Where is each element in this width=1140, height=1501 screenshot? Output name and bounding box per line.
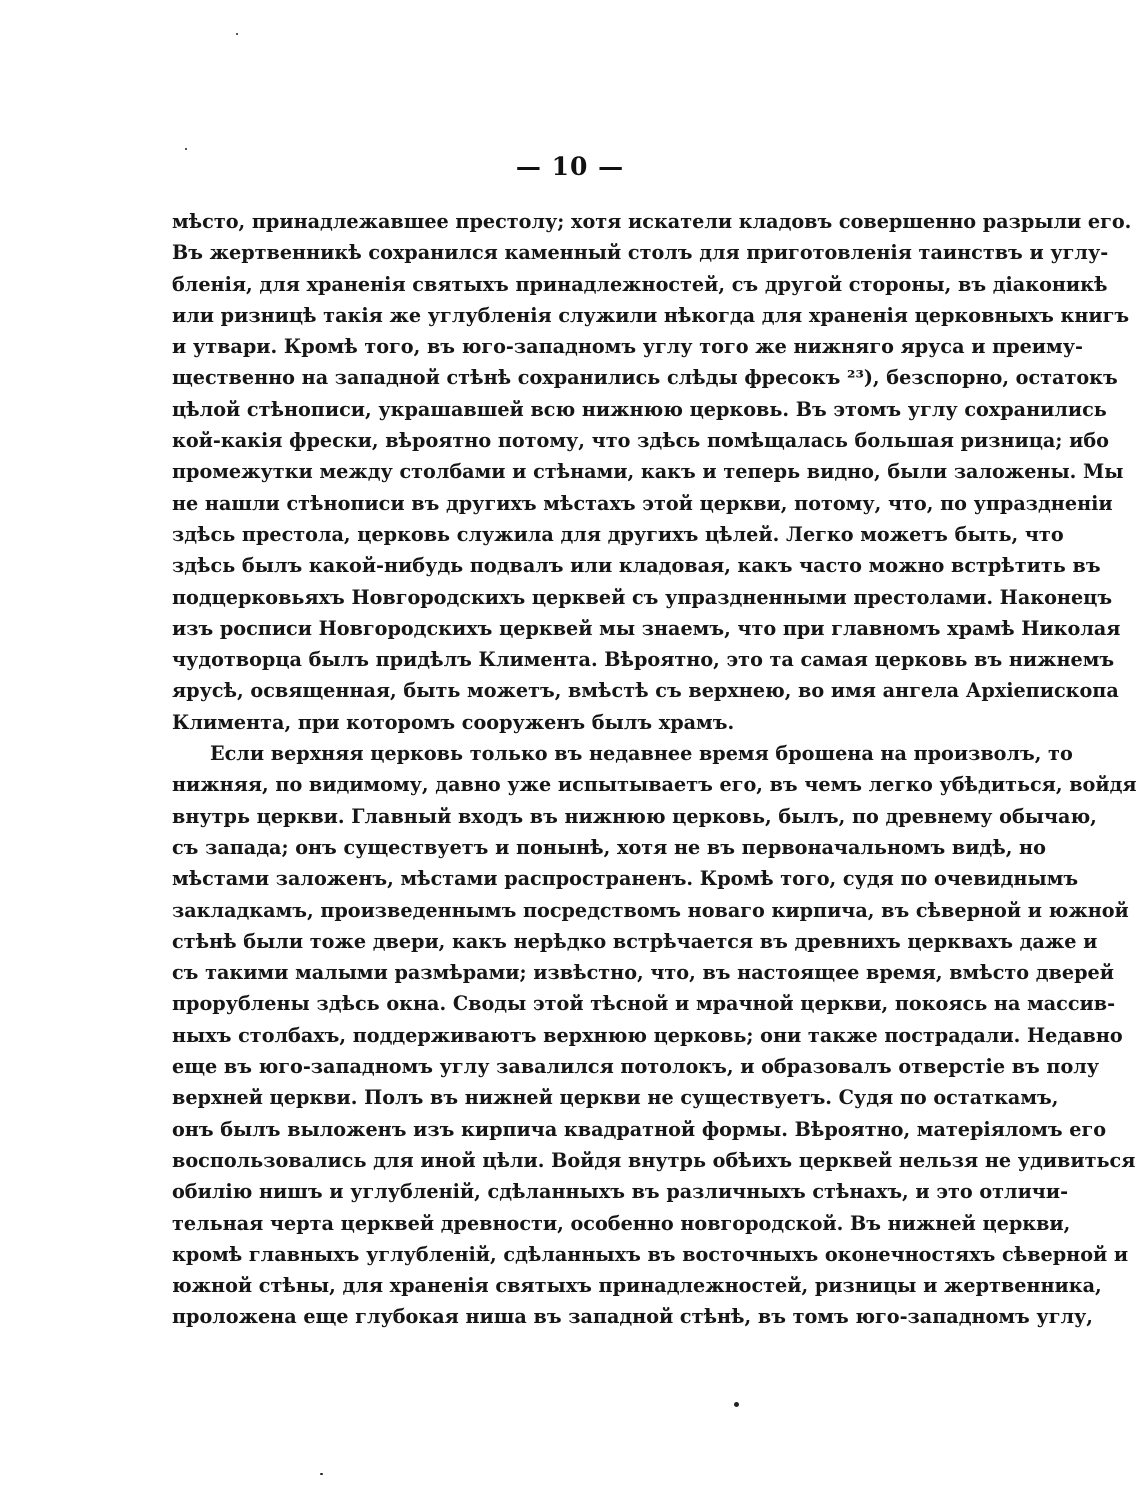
text-line: ныхъ столбахъ, поддерживаютъ верхнюю церковь; они также пострадали. Недавно bbox=[172, 1023, 1123, 1047]
text-line: верхней церкви. Полъ въ нижней церкви не существуетъ. Судя по остаткамъ, bbox=[172, 1086, 1059, 1110]
text-line: изъ росписи Новгородскихъ церквей мы знаемъ, что при главномъ храмѣ Николая bbox=[172, 616, 1121, 640]
text-line: и утвари. Кромѣ того, въ юго-западномъ углу того же нижняго яруса и преиму- bbox=[172, 335, 1083, 359]
text-line: чудотворца былъ придѣлъ Климента. Вѣроятно, это та самая церковь въ нижнемъ bbox=[172, 648, 1115, 672]
text-line: съ такими малыми размѣрами; извѣстно, что, въ настоящее время, вмѣсто дверей bbox=[172, 961, 1114, 985]
text-line: Если верхняя церковь только въ недавнее время брошена на произволъ, то bbox=[210, 742, 1073, 766]
text-line: промежутки между столбами и стѣнами, какъ и теперь видно, были заложены. Мы bbox=[172, 460, 1124, 484]
text-line: нижняя, по видимому, давно уже испытываетъ его, въ чемъ легко убѣдиться, войдя bbox=[172, 773, 1137, 797]
text-line: тельная черта церквей древности, особенно новгородской. Въ нижней церкви, bbox=[172, 1211, 1071, 1235]
text-line: прорублены здѣсь окна. Своды этой тѣсной и мрачной церкви, покоясь на массив- bbox=[172, 992, 1116, 1016]
text-line: съ запада; онъ существуетъ и понынѣ, хотя не въ первоначальномъ видѣ, но bbox=[172, 835, 1046, 859]
text-line: кой-какія фрески, вѣроятно потому, что здѣсь помѣщалась большая ризница; ибо bbox=[172, 429, 1109, 453]
text-line: кромѣ главныхъ углубленій, сдѣланныхъ въ восточныхъ оконечностяхъ сѣверной и bbox=[172, 1242, 1129, 1266]
paragraph-2 bbox=[172, 738, 1137, 1333]
text-line: цѣлой стѣнописи, украшавшей всю нижнюю церковь. Въ этомъ углу сохранились bbox=[172, 397, 1107, 421]
scan-speck bbox=[734, 1402, 739, 1407]
text-line: проложена еще глубокая ниша въ западной стѣнѣ, въ томъ юго-западномъ углу, bbox=[172, 1305, 1093, 1329]
text-line: еще въ юго-западномъ углу завалился потолокъ, и образовалъ отверстіе въ полу bbox=[172, 1055, 1100, 1079]
page-body-text bbox=[172, 206, 1137, 1333]
scan-speck bbox=[320, 1473, 323, 1475]
text-line: бленія, для храненія святыхъ принадлежностей, съ другой стороны, въ діаконикѣ bbox=[172, 272, 1108, 296]
text-line: здѣсь былъ какой-нибудь подвалъ или кладовая, какъ часто можно встрѣтить въ bbox=[172, 554, 1101, 578]
text-line: закладкамъ, произведеннымъ посредствомъ новаго кирпича, въ сѣверной и южной bbox=[172, 898, 1129, 922]
text-line: щественно на западной стѣнѣ сохранились слѣды фресокъ ²³), безспорно, остатокъ bbox=[172, 366, 1118, 390]
text-line: стѣнѣ были тоже двери, какъ нерѣдко встрѣчается въ древнихъ церквахъ даже и bbox=[172, 929, 1098, 953]
text-line: мѣсто, принадлежавшее престолу; хотя искатели кладовъ совершенно разрыли его. bbox=[172, 210, 1132, 233]
text-line: Климента, при которомъ сооруженъ былъ храмъ. bbox=[172, 710, 735, 734]
text-line: обилію нишъ и углубленій, сдѣланныхъ въ различныхъ стѣнахъ, и это отличи- bbox=[172, 1180, 1069, 1204]
text-line: воспользовались для иной цѣли. Войдя внутрь обѣихъ церквей нельзя не удивиться bbox=[172, 1148, 1136, 1172]
text-line: внутрь церкви. Главный входъ въ нижнюю церковь, былъ, по древнему обычаю, bbox=[172, 804, 1097, 828]
text-line: не нашли стѣнописи въ другихъ мѣстахъ этой церкви, потому, что, по упраздненіи bbox=[172, 491, 1113, 515]
text-line: здѣсь престола, церковь служила для другихъ цѣлей. Легко можетъ быть, что bbox=[172, 522, 1064, 546]
text-line: или ризницѣ такія же углубленія служили нѣкогда для храненія церковныхъ книгъ bbox=[172, 303, 1130, 327]
paragraph-1 bbox=[172, 206, 1132, 738]
scan-speck bbox=[236, 33, 238, 35]
scan-speck bbox=[185, 148, 187, 150]
text-line: ярусѣ, освященная, быть можетъ, вмѣстѣ съ верхнею, во имя ангела Архіепископа bbox=[172, 679, 1119, 703]
text-line: южной стѣны, для храненія святыхъ принадлежностей, ризницы и жертвенника, bbox=[172, 1274, 1102, 1298]
text-line: онъ былъ выложенъ изъ кирпича квадратной формы. Вѣроятно, матеріяломъ его bbox=[172, 1117, 1107, 1141]
text-line: подцерковьяхъ Новгородскихъ церквей съ упраздненными престолами. Наконецъ bbox=[172, 585, 1113, 609]
page-number: — 10 — bbox=[515, 152, 625, 181]
text-line: Въ жертвенникѣ сохранился каменный столъ для приготовленія таинствъ и углу- bbox=[172, 241, 1109, 265]
text-line: мѣстами заложенъ, мѣстами распространенъ. Кромѣ того, судя по очевиднымъ bbox=[172, 867, 1079, 891]
